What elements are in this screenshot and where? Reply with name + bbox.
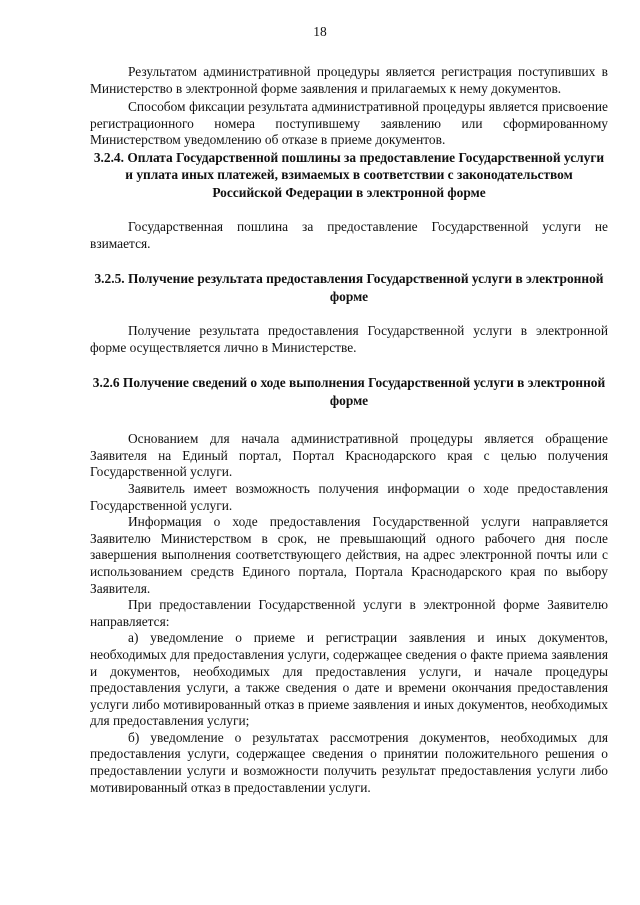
page-body bbox=[90, 64, 608, 796]
paragraph-result-receipt: Получение результата предоставления Государственной услуги в электронной форме осуществляется лично в Министерстве. bbox=[90, 323, 608, 355]
paragraph-notifications-intro: При предоставлении Государственной услуги в электронной форме Заявителю направляется: bbox=[90, 597, 608, 629]
paragraph-result-registration: Результатом административной процедуры является регистрация поступивших в Министерство в электронной форме заявления и прилагаемых к нему документов. bbox=[90, 64, 608, 96]
paragraph-fee-not-charged: Государственная пошлина за предоставление Государственной услуги не взимается. bbox=[90, 219, 608, 251]
list-item-b: б) уведомление о результатах рассмотрения документов, необходимых для предоставления услуги, содержащее сведения о принятии положительного решения о предоставлении услуги и возможности получить результат предоставления услуги либо мотивированный отказ в предоставлении услуги. bbox=[90, 729, 608, 795]
paragraph-fixation-method: Способом фиксации результата административной процедуры является присвоение регистрационного номера поступившему заявлению или сформированному Министерством уведомлению об отказе в приеме документов. bbox=[90, 99, 608, 148]
list-item-a: а) уведомление о приеме и регистрации заявления и иных документов, необходимых для предоставления услуги, содержащее сведения о факте приема заявления и документов, необходимых для предоставления услуги, и начале процедуры предоставления услуги, а также сведения о дате и времени окончания предоставления услуги либо мотивированный отказ в приеме заявления и иных документов, необходимых для предоставления услуги; bbox=[90, 630, 608, 729]
page-number: 18 bbox=[313, 24, 327, 39]
heading-3-2-5: 3.2.5. Получение результата предоставления Государственной услуги в электронной форме bbox=[94, 271, 604, 304]
heading-3-2-4: 3.2.4. Оплата Государственной пошлины за предоставление Государственной услуги и уплата иных платежей, взимаемых в соответствии с законодательством Российской Федерации в электронной форме bbox=[93, 149, 605, 200]
paragraph-applicant-info: Заявитель имеет возможность получения информации о ходе предоставления Государственной услуги. bbox=[90, 480, 608, 513]
paragraph-progress-info: Информация о ходе предоставления Государственной услуги направляется Заявителю Министерством в срок, не превышающий одного рабочего дня после завершения выполнения соответствующего действия, на адрес электронной почты или с использованием средств Единого портала, Портала Краснодарского края по выбору Заявителя. bbox=[90, 514, 608, 596]
paragraph-procedure-basis: Основанием для начала административной процедуры является обращение Заявителя на Единый портал, Портал Краснодарского края с целью получения Государственной услуги. bbox=[90, 431, 608, 480]
heading-3-2-6: 3.2.6 Получение сведений о ходе выполнения Государственной услуги в электронной форме bbox=[92, 375, 606, 408]
